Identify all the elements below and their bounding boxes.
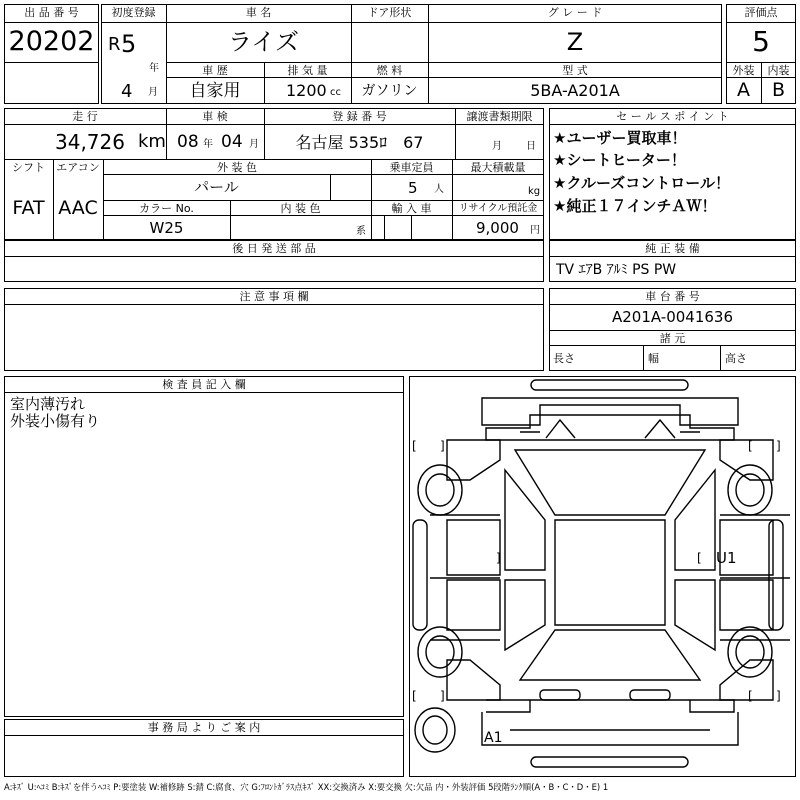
inspection-month-unit: 月 <box>249 139 259 150</box>
max-load-unit: kg <box>528 186 541 197</box>
front-windshield <box>515 450 705 515</box>
inspection-month: 04 <box>221 132 243 152</box>
transfer-day-unit: 日 <box>526 141 536 152</box>
office-label: 事 務 局 よ り ご 案 内 <box>147 721 261 734</box>
rear-bumper <box>482 712 738 745</box>
right-front-wheel <box>728 465 772 515</box>
score-label: 評価点 <box>744 6 778 19</box>
front-bumper <box>482 398 738 425</box>
bracket-left-top-open: [ <box>412 439 417 453</box>
year-unit: 年 <box>149 63 159 74</box>
equipment-value: TV ｴｱB ｱﾙﾐ PS PW <box>556 262 677 278</box>
car-name: ライズ <box>228 28 300 56</box>
car-name-label: 車 名 <box>245 6 272 19</box>
interior-label: 内装 <box>767 64 790 77</box>
mileage-label: 走 行 <box>72 110 98 123</box>
selling-point-item: ★ユーザー買取車！ <box>553 129 687 147</box>
ext-color-label: 外 装 色 <box>217 161 257 174</box>
spare-wheel <box>415 708 455 752</box>
left-front-wheel <box>418 465 462 515</box>
model-code-label: 型 式 <box>562 64 588 77</box>
front-glass-marks <box>546 420 675 438</box>
roof-bar-top <box>531 380 688 390</box>
selling-points-label: セ ー ル ス ポ イ ン ト <box>616 110 729 123</box>
inspection-year: 08 <box>177 132 199 152</box>
damage-mark-a1: A1 <box>484 730 503 746</box>
displacement: 1200 <box>286 81 327 100</box>
rear-lights-right <box>630 690 670 700</box>
ac: AAC <box>58 197 98 219</box>
selling-point-item: ★純正１７インチＡＷ！ <box>553 197 717 215</box>
exterior-label: 外装 <box>732 64 755 77</box>
transfer-month-unit: 月 <box>492 141 502 152</box>
left-side-body <box>447 520 500 630</box>
left-rear-wheel <box>418 627 462 677</box>
reg-number-label: 登 録 番 号 <box>332 110 387 123</box>
length-label: 長さ <box>553 352 575 365</box>
capacity: 5 <box>408 179 418 197</box>
max-load-label: 最大積載量 <box>470 161 526 174</box>
bracket-right-bottom-open: [ <box>748 689 753 703</box>
chassis-label: 車 台 番 号 <box>645 290 700 303</box>
fuel: ガソリン <box>361 83 418 99</box>
import-label: 輸 入 車 <box>391 202 432 215</box>
rear-lights-left <box>540 690 580 700</box>
lot-number-label: 出 品 番 号 <box>24 6 79 19</box>
width-label: 幅 <box>648 352 659 365</box>
transfer-label: 譲渡書類期限 <box>466 110 533 123</box>
recycle-unit: 円 <box>530 225 540 236</box>
month-unit: 月 <box>148 87 158 98</box>
roof <box>555 520 665 625</box>
bracket-left-bottom-close: ] <box>440 689 445 703</box>
bracket-right-top-close: ] <box>776 439 781 453</box>
left-front-fender <box>447 440 500 480</box>
hood <box>486 415 734 440</box>
chassis-number: A201A-0041636 <box>611 308 734 326</box>
ext-color: パール <box>194 178 239 196</box>
reg-number: 名古屋 535ﾛ 67 <box>295 133 424 152</box>
capacity-label: 乗車定員 <box>389 161 434 174</box>
lot-number: 20202 <box>8 26 95 57</box>
first-reg-year: 5 <box>121 30 137 58</box>
recycle-amount: 9,000 <box>476 219 519 237</box>
grade-label: グ レ ー ド <box>547 6 603 19</box>
ac-label: エアコン <box>56 161 100 174</box>
era: R <box>108 34 121 55</box>
selling-point-item: ★クルーズコントロール！ <box>553 174 730 192</box>
rear-window <box>520 630 700 680</box>
door-lines <box>430 515 790 640</box>
right-side-body <box>720 520 773 630</box>
specs-label: 諸 元 <box>659 332 686 345</box>
grade: Z <box>566 28 584 56</box>
fuel-label: 燃 料 <box>376 64 403 77</box>
right-side-glass <box>675 470 715 650</box>
later-parts-label: 後 日 発 送 部 品 <box>232 242 316 255</box>
bracket-right-bottom-close: ] <box>776 689 781 703</box>
right-rear-fender <box>720 660 773 703</box>
inspection-year-unit: 年 <box>203 139 213 150</box>
first-reg-month: 4 <box>121 81 133 102</box>
recycle-label: リサイクル預託金 <box>458 203 538 214</box>
color-no-label: カラー No. <box>139 202 194 215</box>
history-label: 車 歴 <box>202 64 228 77</box>
left-rear-fender <box>447 660 500 700</box>
bracket-right-mid: [ <box>697 551 702 565</box>
mileage: 34,726 <box>55 130 125 154</box>
inspection-label: 車 検 <box>202 110 228 123</box>
selling-point-item: ★シートヒーター！ <box>553 151 686 169</box>
door-label: ドア形状 <box>367 6 412 19</box>
exterior-grade: A <box>737 79 750 101</box>
legend: A:ｷｽﾞ U:ﾍｺﾐ B:ｷｽﾞを伴うﾍｺﾐ P:要塗装 W:補修跡 S:錆 C:腐食、穴 G:ﾌﾛﾝﾄｶﾞﾗｽ点ｷｽﾞ XX:交換済み X:要交換 欠:欠品 内・外装評価 5段階ﾗﾝｸ順(A・B・C・D・E) 1 <box>4 782 609 792</box>
interior-grade: B <box>771 79 786 101</box>
shift: FAT <box>12 197 45 219</box>
left-side-glass <box>505 470 545 650</box>
history: 自家用 <box>189 81 241 101</box>
bracket-left-top-close: ] <box>440 439 445 453</box>
mileage-unit: km <box>138 131 166 152</box>
damage-mark-u1: U1 <box>716 549 737 567</box>
bracket-left-bottom-open: [ <box>412 689 417 703</box>
first-reg-label: 初度登録 <box>111 6 156 19</box>
trunk <box>486 700 734 712</box>
shift-label: シフト <box>12 161 45 174</box>
bracket-right-top-open: [ <box>748 439 753 453</box>
inspector-note: 室内薄汚れ <box>10 395 86 413</box>
right-rear-wheel <box>728 627 772 677</box>
inspector-note: 外装小傷有り <box>10 412 101 430</box>
notes-label: 注 意 事 項 欄 <box>239 290 309 303</box>
inspector-label: 検 査 員 記 入 欄 <box>162 378 246 391</box>
equipment-label: 純 正 装 備 <box>645 242 700 255</box>
model-code: 5BA-A201A <box>530 81 620 100</box>
displacement-label: 排 気 量 <box>287 64 328 77</box>
bracket-left-mid: ] <box>496 551 501 565</box>
roof-bar-bottom <box>531 757 688 767</box>
score: 5 <box>752 25 770 58</box>
color-no: W25 <box>149 219 184 237</box>
int-color-unit: 系 <box>356 226 366 237</box>
capacity-unit: 人 <box>434 184 444 195</box>
left-sill <box>413 520 427 630</box>
displacement-unit: cc <box>330 87 341 98</box>
height-label: 高さ <box>725 352 747 365</box>
int-color-label: 内 装 色 <box>280 202 321 215</box>
